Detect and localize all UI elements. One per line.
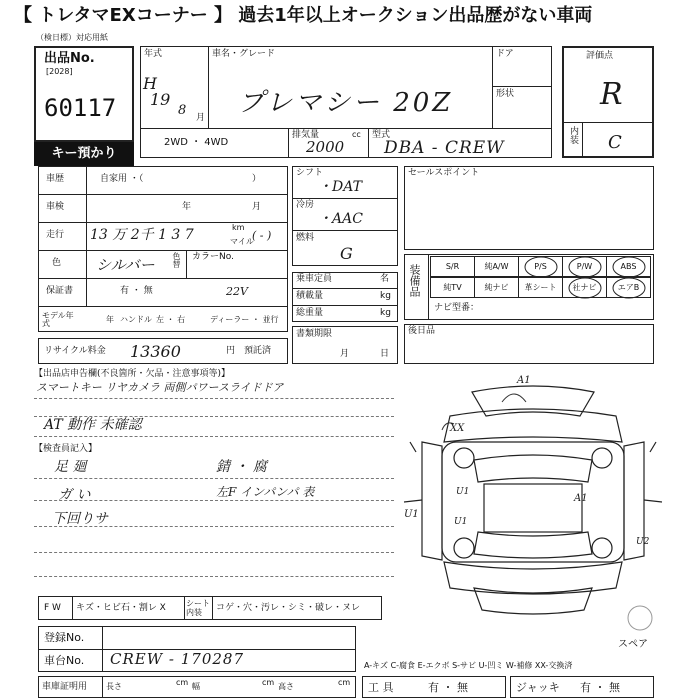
capacity-unit: 名	[380, 274, 390, 284]
notes-value: スマートキー リヤカメラ 両側パワースライドドア	[36, 381, 284, 394]
door-label: ドア	[496, 49, 514, 59]
car-damage-diagram	[402, 372, 664, 640]
drive-label: 2WD ・ 4WD	[164, 137, 229, 148]
year-value: 19	[150, 90, 171, 109]
equip-shanavi: 社ナビ	[562, 277, 607, 298]
retrofit-label: 後日品	[408, 326, 436, 336]
key-badge: キー預かり	[34, 142, 134, 166]
load-label: 積載量	[296, 291, 324, 301]
mark-front-left: XX	[450, 423, 465, 434]
tools-label: 工 具	[368, 681, 394, 694]
color-change-label: 色替	[172, 252, 181, 268]
history-label: 車歴	[46, 174, 65, 184]
score-label: 評価点	[586, 51, 614, 61]
equip-ps: P/S	[518, 256, 563, 277]
equip-airbag: エアB	[606, 277, 651, 298]
inspector-line-1: 足 廻	[54, 459, 87, 475]
doc-expiry-month: 月	[340, 349, 350, 359]
equip-pw: P/W	[562, 256, 607, 277]
shift-label: シフト	[296, 168, 324, 178]
equip-aw: 純A/W	[474, 256, 519, 277]
jack-options: 有 ・ 無	[580, 681, 620, 694]
page-header: 【 トレタマEXコーナー 】 過去1年以上オークション出品歴がない車両	[14, 5, 593, 26]
doc-expiry-label: 書類期限	[296, 329, 333, 339]
model-type-label: 型式	[372, 130, 391, 140]
registration-label: 登録No.	[44, 631, 85, 644]
seat-label: シート内装	[186, 599, 210, 617]
notes-label: 【出品店申告欄(不良箇所・欠品・注意事項等)】	[34, 369, 231, 379]
doc-expiry-day: 日	[380, 349, 390, 359]
retrofit-box	[404, 324, 654, 364]
color-value: シルバー	[96, 256, 155, 274]
inspection-month: 月	[252, 202, 262, 212]
cert-width-label: 幅	[192, 682, 200, 691]
mark-roof: A1	[517, 375, 531, 386]
chassis-value: CREW - 170287	[110, 650, 245, 668]
top-note: （検日標）対応用紙	[36, 33, 108, 42]
lot-stamp: [2028]	[46, 67, 73, 76]
equip-leather: 革シート	[518, 277, 563, 298]
left-table	[38, 166, 288, 332]
lot-label: 出品No.	[44, 51, 95, 66]
car-name-label: 車名・グレード	[212, 49, 276, 59]
mark-left-door: U1	[456, 487, 470, 497]
recycle-status: 預託済	[244, 346, 272, 356]
weight-unit: kg	[380, 308, 391, 318]
jack-label: ジャッキ	[516, 681, 560, 694]
history-options: 自家用 ・（	[100, 174, 144, 184]
equip-tv: 純TV	[430, 277, 475, 298]
model-label: モデル年式	[42, 311, 74, 328]
displacement-label: 排気量	[292, 130, 320, 140]
sales-point-box	[404, 166, 654, 250]
recycle-unit: 円	[226, 346, 236, 356]
mileage-extra: ( - )	[252, 229, 272, 242]
color-label: 色	[52, 258, 62, 268]
dealer-options: ディーラー ・ 並行	[210, 315, 279, 324]
warranty-note: 22V	[226, 285, 248, 298]
aircon-value: ・AAC	[318, 211, 363, 227]
model-type-value: DBA - CREW	[384, 138, 505, 158]
color-no-label: カラーNo.	[192, 252, 234, 262]
warranty-options: 有 ・ 無	[120, 286, 153, 296]
mark-left-rear: U1	[454, 517, 468, 527]
equip-sr: S/R	[430, 256, 475, 277]
navi-model-label: ナビ型番：	[434, 303, 480, 313]
model-year: 年	[106, 315, 114, 324]
interior-value: C	[608, 132, 622, 153]
displacement-unit: cc	[352, 130, 361, 139]
equipment-circles	[400, 250, 660, 300]
weight-label: 総重量	[296, 308, 324, 318]
equip-abs: ABS	[606, 256, 651, 277]
fuel-value: G	[340, 244, 353, 263]
shape-label: 形状	[496, 89, 515, 99]
inspector-line-3: 下回りサ	[52, 511, 108, 527]
handle-options: 左 ・ 右	[156, 315, 186, 324]
lot-number: 60117	[44, 94, 117, 122]
sales-point-label: セールスポイント	[408, 168, 480, 178]
fuel-label: 燃料	[296, 233, 315, 243]
shift-value: ・DAT	[318, 179, 362, 195]
certificate-label: 車庫証明用	[42, 682, 88, 692]
mileage-unit-km: km	[232, 223, 245, 232]
mark-right-door: A1	[574, 493, 588, 504]
fw-label: F W	[44, 603, 61, 613]
equip-navi: 純ナビ	[474, 277, 519, 298]
inspector-right-2: 左F インパンパ 表	[216, 485, 315, 499]
mileage-label: 走行	[46, 230, 65, 240]
inspection-year: 年	[182, 202, 192, 212]
inspector-label: 【検査員記入】	[34, 444, 98, 454]
displacement-value: 2000	[306, 138, 345, 156]
year-label: 年式	[144, 49, 163, 59]
warranty-label: 保証書	[46, 286, 74, 296]
interior-label: 内装	[568, 126, 578, 144]
score-value: R	[600, 77, 623, 112]
history-close: ）	[252, 174, 262, 184]
inspection-label: 車検	[46, 202, 65, 212]
cert-length-label: 長さ	[106, 682, 122, 691]
tools-options: 有 ・ 無	[428, 681, 468, 694]
damage-legend: A-キズ C-腐食 E-エクボ S-サビ U-凹ミ W-補修 XX-交換済	[364, 661, 573, 670]
notes-extra: AT 動作 未確認	[44, 417, 142, 433]
inspector-line-2: ガ い	[58, 487, 91, 503]
cert-length-unit: cm	[176, 678, 189, 687]
car-name-value: プレマシー 20Z	[238, 88, 454, 118]
mark-left-side: U1	[404, 509, 419, 520]
equipment-label: 装備品	[408, 264, 421, 297]
mark-right-side: U2	[636, 537, 650, 547]
handle-label: ハンドル	[120, 315, 152, 324]
mileage-value: 13 万 2千 1 3 7	[90, 227, 194, 243]
fw-options: キズ・ヒビ石・割レ X	[76, 603, 166, 613]
inspector-right-1: 錆 ・ 腐	[216, 459, 267, 475]
seat-options: コゲ・穴・汚レ・シミ・破レ・ヌレ	[216, 603, 361, 613]
cert-height-label: 高さ	[278, 682, 294, 691]
chassis-label: 車台No.	[44, 654, 85, 667]
load-unit: kg	[380, 291, 391, 301]
cert-width-unit: cm	[262, 678, 275, 687]
spare-label: スペア	[618, 639, 648, 650]
year-era: H	[143, 74, 157, 93]
recycle-label: リサイクル料金	[44, 346, 106, 356]
capacity-label: 乗車定員	[296, 274, 333, 284]
year-month-suffix: 月	[196, 113, 206, 123]
cert-height-unit: cm	[338, 678, 351, 687]
aircon-label: 冷房	[296, 200, 315, 210]
year-month: 8	[178, 103, 187, 118]
recycle-value: 13360	[130, 342, 181, 361]
mileage-unit-mile: マイル	[230, 237, 254, 246]
